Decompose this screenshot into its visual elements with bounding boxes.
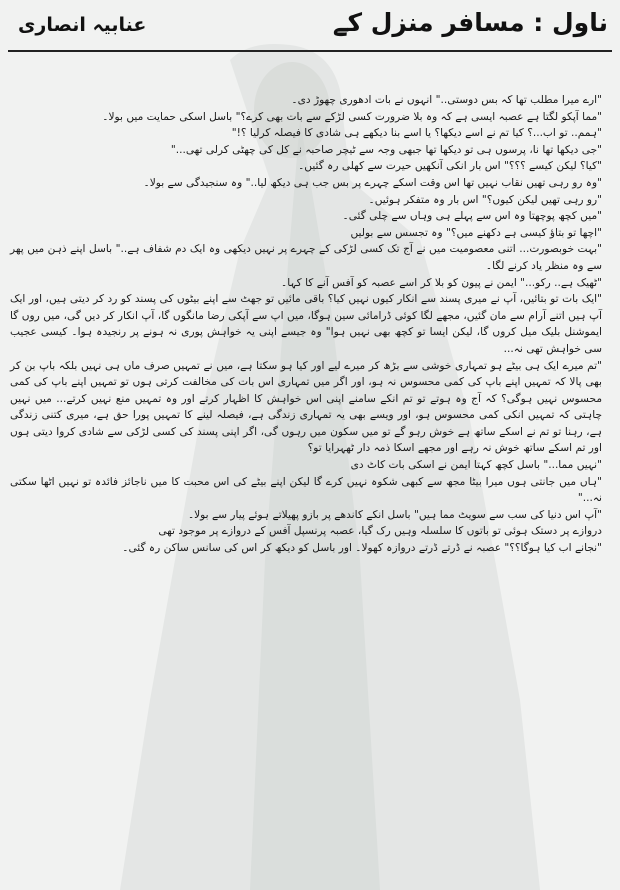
paragraph: "ارے میرا مطلب تھا کہ بس دوستی.." انہوں نے بات ادھوری چھوڑ دی۔ bbox=[291, 94, 602, 106]
paragraph: "میں کچھ پوچھتا وہ اس سے پہلے ہی وہاں سے چلی گئی۔ bbox=[342, 210, 602, 223]
paragraph: "ہمم.. تو اب...؟ کیا تم نے اسے دیکھا؟ یا اسے بنا دیکھے ہی شادی کا فیصلہ کرلیا ؟!" bbox=[231, 127, 602, 140]
paragraph: "رو رہی تھیں لیکن کیوں؟" اس بار وہ متفکر ہوئیں۔ bbox=[368, 193, 602, 206]
paragraph: "جی دیکھا تھا نا، پرسوں ہی تو دیکھا تھا جبھی وجہ سے ٹیچر صاحبہ نے کل کی چھٹی کرلی تھی..." bbox=[170, 143, 602, 156]
paragraph: "تم میرے ایک ہی بیٹے ہو تمہاری خوشی سے بڑھ کر میرے لیے اور کیا ہو سکتا ہے، میں نے تمہیں صرف ماں ہی نہیں بلکہ باپ بن کر بھی پالا کہ تمہیں اپنے باپ کی کمی محسوس نہ ہو، اور اگر میں تمہاری اس بات کی مخالفت کرتی ہوں تو تمہیں اپنے باپ کی کمی محسوس نہیں ہوگی؟ کہ آج وہ ہوتے تو تم انکے سامنے اپنی اس خواہش کا اظہار کرتے اور وہ تمہیں منع نہیں کرتے... میں نہیں چاہتی کہ تمہیں انکی کمی محسوس ہو، اور ویسے بھی یہ تمہاری زندگی ہے، فیصلہ لینے کا تمہیں پورا حق ہے، میری کتنی زندگی ہے، رہنا تو تم نے اسکے ساتھ ہے خوش رہو گے تو میں سکون میں رہوں گی، اگر اپنی پسند کی کسی لڑکی سے شادی کروا دیتی ہوں اور تم اسکے ساتھ خوش نہ رہے اور مجھے اسکا ذمہ دار ٹھہرایا تو؟ bbox=[10, 359, 602, 455]
paragraph: "وہ رو رہی تھیں نقاب نہیں تھا اس وقت اسکے چہرے پر بس جب ہی دیکھ لیا.." وہ سنجیدگی سے بولا۔ bbox=[143, 176, 602, 189]
paragraph: "بہت خوبصورت... اتنی معصومیت میں نے آج تک کسی لڑکی کے چہرے پر نہیں دیکھی وہ ایک دم شفاف ہے.." باسل اپنے ذہن میں پھر سے وہ منظر یاد کرنے لگا۔ bbox=[10, 243, 602, 272]
paragraph: "نجانے اب کیا ہوگا؟؟" عصبہ نے ڈرتے ڈرتے دروازہ کھولا۔ اور باسل کو دیکھ کر اس کی سانس ساکن رہ گئی۔ bbox=[122, 542, 602, 555]
story-text bbox=[10, 92, 602, 557]
paragraph: "کیا؟ لیکن کیسے ؟؟؟" اس بار انکی آنکھیں حیرت سے کھلی رہ گئیں۔ bbox=[298, 160, 602, 173]
page-header bbox=[8, 6, 612, 52]
novel-title: ناول : مسافر منزل کے bbox=[332, 8, 608, 37]
paragraph: "آپ اس دنیا کی سب سے سویٹ مما ہیں" باسل انکے کاندھے پر بازو پھیلاتے ہوئے پیار سے بولا۔ bbox=[187, 508, 602, 521]
paragraph: "ٹھیک ہے.. رکو..." ایمن نے پیون کو بلا کر اسے عصبہ کو آفس آنے کا کہا۔ bbox=[281, 276, 602, 289]
paragraph: "مما آپکو لگتا ہے عصبہ ایسی ہے کہ وہ بلا ضرورت کسی لڑکے سے بات بھی کرے؟" باسل اسکی حمایت میں بولا۔ bbox=[102, 110, 602, 123]
paragraph: "اچھا تو بتاؤ کیسی ہے دکھنے میں؟" وہ تجسس سے بولیں bbox=[350, 226, 602, 239]
paragraph: دروازے پر دستک ہوئی تو باتوں کا سلسلہ وہیں رک گیا، عصبہ پرنسپل آفس کے دروازے پر موجود تھی bbox=[158, 525, 602, 538]
paragraph: "ایک بات تو بتائیں، آپ نے میری پسند سے انکار کیوں نہیں کیا؟ باقی مائیں تو جھٹ سے اپنے بیٹوں کی پسند کو رد کر دیتی ہیں، اور ایک آپ ہیں اتنے آرام سے مان گئیں، مجھے لگا کوئی ڈرامائی سین ہوگا، میں اپ سے آپکی رضا مانگوں گا، آپ انکار کر دیں گی، میں روں گا ایموشنل بلیک میل کروں گا، لیکن ایسا تو کچھ بھی نہیں ہوا" وہ جیسے اپنی یہ خواہش پوری نہ ہونے پر رنجیدہ ہوا۔ کیسی عجیب سی خواہش تھی نہ... bbox=[10, 293, 602, 355]
paragraph: "نہیں مما..." باسل کچھ کہتا ایمن نے اسکی بات کاٹ دی bbox=[350, 459, 602, 472]
paragraph: "ہاں میں جانتی ہوں میرا بیٹا مجھ سے کبھی شکوہ نہیں کرے گا لیکن اپنے بیٹے کی اس محبت کا میں ناجائز فائدہ تو نہیں اٹھا سکتی نہ..." bbox=[10, 475, 602, 505]
author-name: عنابیہ انصاری bbox=[18, 14, 147, 36]
